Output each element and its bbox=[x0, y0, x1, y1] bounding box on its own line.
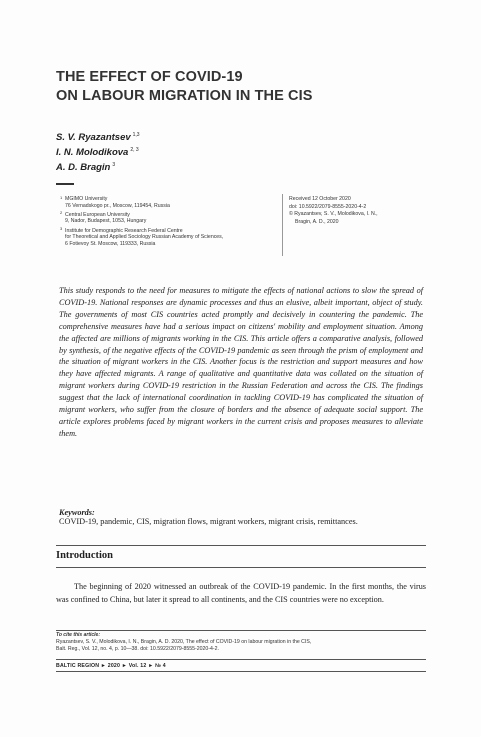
affiliations bbox=[60, 196, 282, 250]
article-title-line: ON LABOUR MIGRATION IN THE CIS bbox=[56, 88, 313, 104]
journal-footer: BALTIC REGION ► 2020 ► Vol. 12 ► № 4 bbox=[56, 663, 166, 669]
footer-divider bbox=[56, 671, 426, 672]
received-date: Received 12 October 2020 bbox=[289, 196, 351, 202]
keywords-label: Keywords: bbox=[59, 508, 95, 517]
article-title bbox=[56, 68, 436, 106]
article-title-line: THE EFFECT OF COVID-19 bbox=[56, 69, 243, 85]
abstract: This study responds to the need for measures to mitigate the effects of national actions to slow the spread of COVID-19. National responses are dynamic processes and thus an elusive, albeit important, object of study. The governments of most CIS countries acted promptly and decisively in countering the pandemic. The comprehensive measures have had a serious impact on citizens' mobility and employment situation. Among the affected are millions of migrants working in the CIS. This article offers a comparative analysis, followed by synthesis, of the negative effects of the COVID-19 pandemic as seen through the prism of employment and the situation of migrant workers in the CIS. Another focus is the restriction and support measures and how they have affected migrants. A range of qualitative and quantitative data was collated on the situation of migrant workers during COVID-19 restriction in the Russian Federation and across the CIS. The findings suggest that the lack of international coordination in tackling COVID-19 has complicated the situation of migrant workers, who suffer from the closure of borders and the absence of adequate social support. The article explores problems faced by migrant workers in the current crisis and proposes measures to alleviate them. bbox=[59, 286, 423, 438]
keywords-text: COVID-19, pandemic, CIS, migration flows, migrant workers, migrant crisis, remittances. bbox=[59, 517, 358, 526]
author-name: S. V. Ryazantsev $^{1,3}$ bbox=[56, 132, 140, 143]
author-list bbox=[56, 129, 140, 175]
doi: doi: 10.5922/2079-8555-2020-4-2 bbox=[289, 203, 367, 210]
section-divider bbox=[56, 567, 426, 568]
section-heading: Introduction bbox=[56, 550, 113, 561]
citation-divider bbox=[56, 630, 426, 631]
author-affiliation-ref: 3 bbox=[112, 162, 116, 169]
meta-divider bbox=[282, 194, 283, 256]
citation-label: To cite this article: bbox=[56, 632, 100, 638]
copyright: © Ryazantsev, S. V., Molodikova, I. N., bbox=[289, 211, 378, 218]
author-name: I. N. Molodikova $^{2, 3}$ bbox=[56, 147, 139, 159]
affiliation-item: 2 Central European University 9, Nador, Budapest, 1053, Hungary bbox=[60, 210, 147, 225]
author-affiliation-ref: 1,3 bbox=[132, 132, 140, 138]
author-name: A. D. Bragin $^3$ bbox=[56, 162, 116, 174]
article-meta bbox=[289, 196, 439, 226]
body-paragraph: The beginning of 2020 witnessed an outbreak of the COVID-19 pandemic. In the first months, the virus was confined to China, but later it spread to all continents, and the CIS countries were no exception. bbox=[56, 582, 426, 604]
copyright: Bragin, A. D., 2020 bbox=[295, 218, 339, 225]
affiliation-item: 3 Institute for Demographic Research Federal Centre for Theoretical and Applied Sociology Russian Academy of Sciences, 6 Fotievoy St. Moscow, 119333, Russia bbox=[60, 226, 224, 247]
section-divider bbox=[56, 545, 426, 546]
footer-divider bbox=[56, 659, 426, 660]
citation-text: Ryazantsev, S. V., Molodikova, I. N., Bragin, A. D. 2020, The effect of COVID-19 on labour migration in the CIS, Balt. Reg., Vol. 12, no. 4, p. 10—38. doi: 10.5922/2079-8555-2020-4-2. bbox=[56, 639, 312, 653]
author-affiliation-ref: 2, 3 bbox=[130, 147, 139, 154]
affiliation-item: 1 MGIMO University 76 Vernadskogo pr., Moscow, 119454, Russia bbox=[60, 194, 170, 209]
title-divider bbox=[56, 183, 74, 185]
